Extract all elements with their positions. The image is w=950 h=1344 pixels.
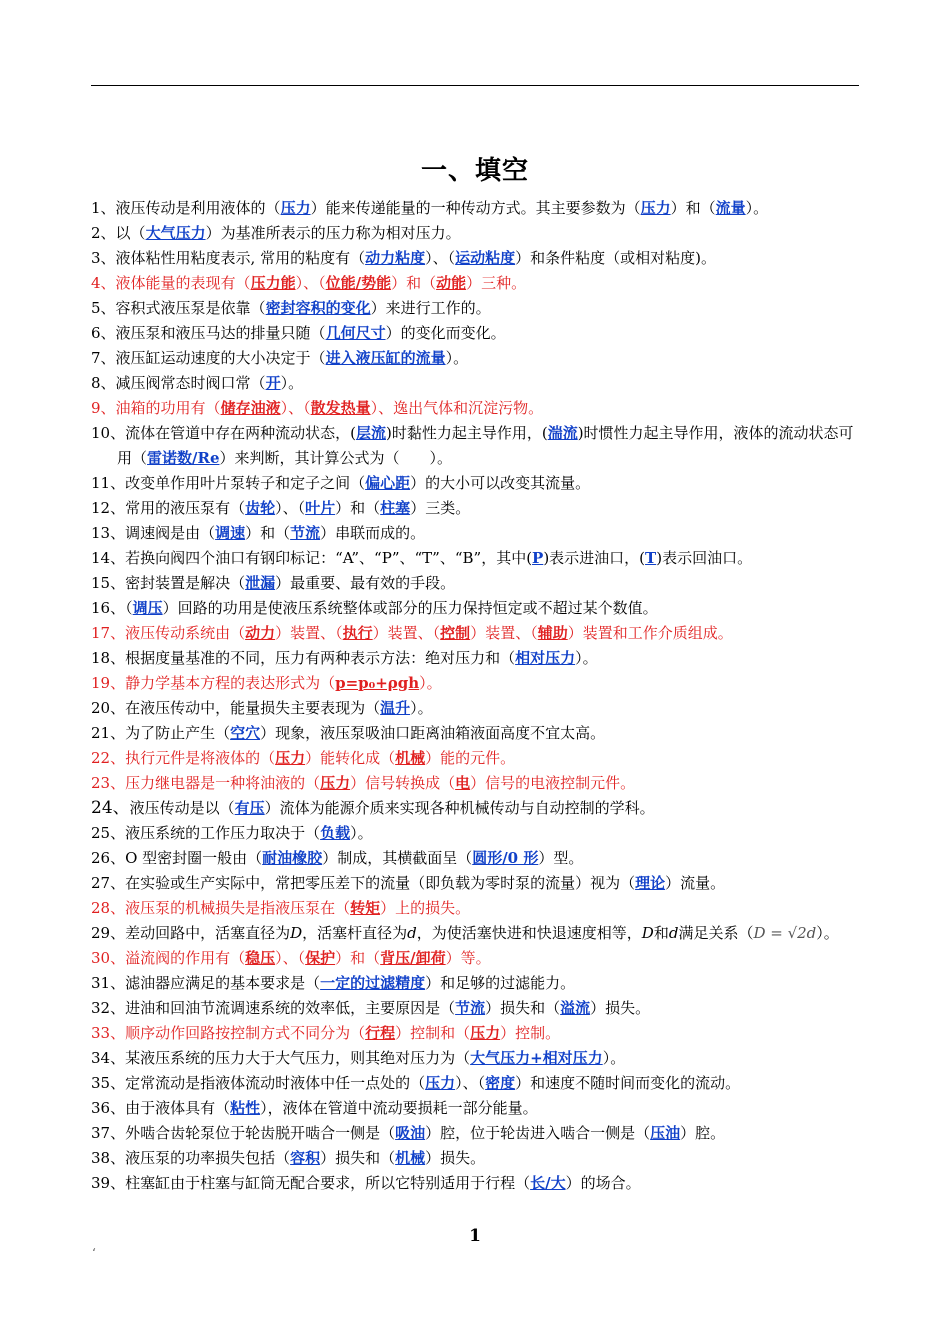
question-text: ）制成，其横截面呈（ [322, 849, 473, 867]
question-number: 26、 [91, 849, 126, 867]
question-number: 33、 [91, 1024, 126, 1042]
question-text: 液压泵的功率损失包括（ [125, 1149, 291, 1167]
question-number: 12、 [91, 499, 126, 517]
question-item [91, 296, 863, 321]
answer-text: 保护 [305, 949, 336, 967]
question-item [91, 646, 863, 671]
answer-text: p=p₀+ρgh [335, 674, 420, 692]
question-list [91, 196, 863, 1196]
question-text: ）和足够的过滤能力。 [425, 974, 576, 992]
question-number: 21、 [91, 724, 126, 742]
answer-text: 有压 [234, 799, 265, 817]
question-text: ）串联而成的。 [320, 524, 426, 542]
question-item [91, 921, 863, 946]
question-text: ）信号转换成（ [350, 774, 456, 792]
question-text: ）来进行工作的。 [370, 299, 491, 317]
question-text: 静力学基本方程的表达形式为（ [125, 674, 336, 692]
question-text: ）流体为能源介质来实现各种机械传动与自动控制的学科。 [264, 799, 655, 817]
question-number: 1、 [91, 199, 116, 217]
answer-text: 溢流 [560, 999, 591, 1017]
question-item [91, 696, 863, 721]
question-text: ）。 [745, 199, 769, 217]
answer-text: 容积 [290, 1149, 321, 1167]
question-text: ）能转化成（ [305, 749, 396, 767]
question-text: ）最重要、最有效的手段。 [275, 574, 456, 592]
question-text: 定常流动是指液体流动时液体中任一点处的（ [125, 1074, 426, 1092]
answer-text: 耐油橡胶 [262, 849, 323, 867]
question-number: 5、 [91, 299, 116, 317]
section-title: 一、填空 [420, 156, 529, 186]
question-text: ）的变化而变化。 [385, 324, 506, 342]
question-text: ）损失。 [425, 1149, 486, 1167]
question-item [91, 596, 863, 621]
question-text: 液体能量的表现有（ [115, 274, 251, 292]
question-text: 液压泵和液压马达的排量只随（ [115, 324, 326, 342]
question-text: 差动回路中，活塞直径为 [125, 924, 291, 942]
question-text: ）和（ [335, 949, 381, 967]
question-text: 以（ [115, 224, 146, 242]
header-rule [91, 85, 859, 86]
answer-text: 机械 [395, 749, 426, 767]
answer-text: 压力 [470, 1024, 501, 1042]
answer-text: 散发热量 [310, 399, 371, 417]
answer-text: 空穴 [230, 724, 261, 742]
question-text: ）和（ [245, 524, 291, 542]
question-number: 13、 [91, 524, 126, 542]
question-item [91, 246, 863, 271]
answer-text: 行程 [365, 1024, 396, 1042]
question-text: ）等。 [445, 949, 491, 967]
answer-text: 压力 [640, 199, 671, 217]
question-item [91, 1046, 863, 1071]
question-number: 29、 [91, 924, 126, 942]
question-item [91, 371, 863, 396]
question-number: 4、 [91, 274, 116, 292]
question-text: ）、（ [275, 499, 306, 517]
question-text: 为了防止产生（ [125, 724, 231, 742]
question-text: 在液压传动中，能量损失主要表现为（ [125, 699, 381, 717]
answer-text: 运动粘度 [455, 249, 516, 267]
question-number: 25、 [91, 824, 126, 842]
question-text: ，为使活塞快进和快退速度相等， [416, 924, 642, 942]
answer-text: 调速 [215, 524, 246, 542]
question-text: 液压传动是以（ [129, 799, 235, 817]
question-item [91, 221, 863, 246]
answer-text: 大气压力+相对压力 [470, 1049, 603, 1067]
question-text: )时黏性力起主导作用，( [385, 424, 548, 442]
question-item [91, 196, 863, 221]
answer-text: 泄漏 [245, 574, 276, 592]
question-text: 某液压系统的压力大于大气压力，则其绝对压力为（ [125, 1049, 471, 1067]
question-item [91, 271, 863, 296]
answer-text: 流量 [715, 199, 746, 217]
question-text: 溢流阀的作用有（ [125, 949, 246, 967]
question-text: ）损失和（ [485, 999, 561, 1017]
question-text: ）流量。 [665, 874, 726, 892]
question-text: ）控制和（ [395, 1024, 471, 1042]
answer-text: 叶片 [305, 499, 336, 517]
question-item [91, 346, 863, 371]
question-item [91, 496, 863, 521]
answer-text: 稳压 [245, 949, 276, 967]
answer-text: 相对压力 [515, 649, 576, 667]
question-number: 23、 [91, 774, 126, 792]
question-text: ）装置和工作介质组成。 [567, 624, 733, 642]
answer-text: 机械 [395, 1149, 426, 1167]
answer-text: 层流 [355, 424, 386, 442]
question-item [91, 321, 863, 346]
answer-text: 大气压力 [145, 224, 206, 242]
question-text: ）损失。 [590, 999, 651, 1017]
question-text: ）型。 [538, 849, 584, 867]
question-number: 19、 [91, 674, 126, 692]
answer-text: 动能 [436, 274, 467, 292]
question-text: 外啮合齿轮泵位于轮齿脱开啮合一侧是（ [125, 1124, 396, 1142]
question-number: 22、 [91, 749, 126, 767]
answer-text: 电 [455, 774, 471, 792]
math-symbol: D [641, 924, 654, 942]
question-item [91, 1121, 863, 1146]
question-text: 常用的液压泵有（ [125, 499, 246, 517]
question-text: ）和条件粘度（或相对粘度)。 [515, 249, 716, 267]
question-text: ），液体在管道中流动要损耗一部分能量。 [260, 1099, 538, 1117]
answer-text: P [532, 549, 544, 567]
question-text: ）。 [816, 924, 839, 942]
question-text: )表示回油口。 [656, 549, 753, 567]
question-number: 24、 [91, 798, 130, 818]
question-text: ）能的元件。 [425, 749, 516, 767]
question-text: 减压阀常态时阀口常（ [115, 374, 266, 392]
question-text: ）上的损失。 [380, 899, 471, 917]
question-number: 8、 [91, 374, 116, 392]
question-item [91, 1096, 863, 1121]
formula: D = √2d [753, 924, 817, 942]
question-number: 38、 [91, 1149, 126, 1167]
question-number: 14、 [91, 549, 126, 567]
question-text: ）。 [280, 374, 304, 392]
footer-mark: ‘ [92, 1246, 96, 1260]
answer-text: 压力 [425, 1074, 456, 1092]
question-number: 28、 [91, 899, 126, 917]
answer-text: 控制 [440, 624, 471, 642]
answer-text: 粘性 [230, 1099, 261, 1117]
answer-text: 雷诺数/Re [147, 449, 220, 467]
question-number: 11、 [91, 474, 126, 492]
question-item [91, 821, 863, 846]
page-number: 1 [469, 1226, 481, 1246]
question-text: 若换向阀四个油口有钢印标记：“A”、“P”、“T”、“B”，其中( [125, 549, 533, 567]
question-text: ）和速度不随时间而变化的流动。 [515, 1074, 741, 1092]
question-text: （ [125, 599, 133, 617]
question-text: ）损失和（ [320, 1149, 396, 1167]
question-text: 液压缸运动速度的大小决定于（ [115, 349, 326, 367]
answer-text: 背压/卸荷 [380, 949, 446, 967]
question-text: 液压泵的机械损失是指液压泵在（ [125, 899, 351, 917]
question-number: 9、 [91, 399, 116, 417]
question-text: 液压系统的工作压力取决于（ [125, 824, 321, 842]
question-text: ，活塞杆直径为 [302, 924, 408, 942]
answer-text: 长/大 [530, 1174, 566, 1192]
question-number: 10、 [91, 424, 126, 442]
answer-text: T [645, 549, 657, 567]
question-item [91, 671, 863, 696]
answer-text: 圆形/0 形 [472, 849, 539, 867]
question-item [91, 571, 863, 596]
question-text: 调速阀是由（ [125, 524, 216, 542]
question-text: 柱塞缸由于柱塞与缸筒无配合要求，所以它特别适用于行程（ [125, 1174, 531, 1192]
question-text: ）回路的功用是使液压系统整体或部分的压力保持恒定或不超过某个数值。 [162, 599, 658, 617]
question-item [91, 721, 863, 746]
answer-text: 一定的过滤精度 [320, 974, 426, 992]
question-text: 密封装置是解决（ [125, 574, 246, 592]
question-item [91, 746, 863, 771]
question-text: ）、逸出气体和沉淀污物。 [370, 399, 544, 417]
question-item [91, 1171, 863, 1196]
question-text: ）能来传递能量的一种传动方式。其主要参数为（ [310, 199, 641, 217]
answer-text: 压力能 [250, 274, 296, 292]
question-item [91, 471, 863, 496]
question-text: ）三类。 [410, 499, 471, 517]
question-text: ）来判断，其计算公式为（ ）。 [219, 449, 453, 467]
question-text: )表示进油口，( [543, 549, 646, 567]
question-number: 37、 [91, 1124, 126, 1142]
question-text: 压力继电器是一种将油液的（ [125, 774, 321, 792]
question-text: ）。 [419, 674, 442, 692]
question-text: ）。 [602, 1049, 626, 1067]
question-text: ）装置、（ [470, 624, 538, 642]
question-number: 6、 [91, 324, 116, 342]
question-text: ）的大小可以改变其流量。 [410, 474, 591, 492]
question-number: 7、 [91, 349, 116, 367]
question-text: 容积式液压泵是依靠（ [115, 299, 266, 317]
answer-text: 动力粘度 [365, 249, 426, 267]
question-text: 在实验或生产实际中，常把零压差下的流量（即负载为零时泵的流量）视为（ [125, 874, 636, 892]
answer-text: 几何尺寸 [325, 324, 386, 342]
answer-text: 进入液压缸的流量 [325, 349, 446, 367]
question-item [91, 846, 863, 871]
question-text: ）现象，液压泵吸油口距离油箱液面高度不宜太高。 [260, 724, 606, 742]
math-symbol: d [668, 924, 679, 942]
answer-text: 压力 [280, 199, 311, 217]
question-text: 顺序动作回路按控制方式不同分为（ [125, 1024, 366, 1042]
answer-text: 执行 [342, 624, 373, 642]
question-text: 流体在管道中存在两种流动状态，( [125, 424, 356, 442]
question-item [91, 1071, 863, 1096]
question-item [91, 946, 863, 971]
question-item [91, 546, 863, 571]
answer-text: 节流 [290, 524, 321, 542]
answer-text: 密封容积的变化 [265, 299, 371, 317]
answer-text: 压力 [320, 774, 351, 792]
question-text: ）、（ [295, 274, 326, 292]
question-item [91, 521, 863, 546]
question-item [91, 1021, 863, 1046]
math-symbol: D [290, 924, 303, 942]
question-text: 液体粘性用粘度表示, 常用的粘度有（ [115, 249, 366, 267]
answer-text: 压力 [275, 749, 306, 767]
answer-text: 密度 [485, 1074, 516, 1092]
question-item [91, 1146, 863, 1171]
math-symbol: d [407, 924, 417, 942]
question-number: 34、 [91, 1049, 126, 1067]
question-number: 3、 [91, 249, 116, 267]
question-text: 液压传动系统由（ [125, 624, 246, 642]
question-text: 执行元件是将液体的（ [125, 749, 276, 767]
question-number: 32、 [91, 999, 126, 1017]
question-text: )时惯性力起主导作用，液体的流动状态可用（ [117, 424, 854, 467]
question-number: 16、 [91, 599, 126, 617]
answer-text: 位能/势能 [325, 274, 392, 292]
question-item [91, 421, 863, 471]
question-item [91, 971, 863, 996]
question-text: ）、（ [275, 949, 306, 967]
answer-text: 压油 [650, 1124, 681, 1142]
question-text: ）。 [575, 649, 598, 667]
question-text: ）腔，位于轮齿进入啮合一侧是（ [425, 1124, 651, 1142]
answer-text: 温升 [380, 699, 411, 717]
question-item [91, 396, 863, 421]
question-text: ）腔。 [680, 1124, 726, 1142]
answer-text: 动力 [245, 624, 276, 642]
question-text: ）。 [350, 824, 373, 842]
answer-text: 负载 [320, 824, 351, 842]
question-text: 由于液体具有（ [125, 1099, 231, 1117]
question-text: 改变单作用叶片泵转子和定子之间（ [125, 474, 366, 492]
question-text: 滤油器应满足的基本要求是（ [125, 974, 321, 992]
question-text: ）和（ [391, 274, 437, 292]
answer-text: 节流 [455, 999, 486, 1017]
answer-text: 柱塞 [380, 499, 411, 517]
question-text: O 型密封圈一般由（ [125, 849, 263, 867]
question-text: 根据度量基准的不同，压力有两种表示方法：绝对压力和（ [125, 649, 516, 667]
question-text: 进油和回油节流调速系统的效率低，主要原因是（ [125, 999, 456, 1017]
question-text: ）信号的电液控制元件。 [470, 774, 636, 792]
question-text: ）和（ [670, 199, 716, 217]
question-text: ）。 [410, 699, 433, 717]
answer-text: 吸油 [395, 1124, 426, 1142]
question-text: ）装置、（ [372, 624, 441, 642]
question-number: 18、 [91, 649, 126, 667]
question-text: ）、（ [455, 1074, 486, 1092]
question-text: 和 [653, 924, 669, 942]
question-number: 2、 [91, 224, 116, 242]
question-text: 液压传动是利用液体的（ [115, 199, 281, 217]
answer-text: 理论 [635, 874, 666, 892]
question-text: ）装置、（ [275, 624, 343, 642]
answer-text: 齿轮 [245, 499, 276, 517]
answer-text: 开 [265, 374, 281, 392]
question-text: ）为基准所表示的压力称为相对压力。 [205, 224, 461, 242]
question-text: ）。 [445, 349, 469, 367]
question-number: 15、 [91, 574, 126, 592]
answer-text: 储存油液 [220, 399, 281, 417]
question-number: 35、 [91, 1074, 126, 1092]
question-item [91, 621, 863, 646]
answer-text: 湍流 [547, 424, 578, 442]
answer-text: 辅助 [537, 624, 568, 642]
question-text: ）、（ [280, 399, 311, 417]
question-item [91, 796, 863, 821]
question-item [91, 771, 863, 796]
question-text: ）和（ [335, 499, 381, 517]
question-item [91, 871, 863, 896]
answer-text: 偏心距 [365, 474, 411, 492]
question-item [91, 896, 863, 921]
question-number: 39、 [91, 1174, 126, 1192]
question-number: 36、 [91, 1099, 126, 1117]
question-text: ）、（ [425, 249, 456, 267]
question-number: 17、 [91, 624, 126, 642]
question-number: 30、 [91, 949, 126, 967]
question-item [91, 996, 863, 1021]
answer-text: 转矩 [350, 899, 381, 917]
question-text: ）三种。 [466, 274, 527, 292]
question-text: 满足关系（ [678, 924, 754, 942]
question-text: ）的场合。 [565, 1174, 641, 1192]
answer-text: 调压 [132, 599, 163, 617]
question-number: 20、 [91, 699, 126, 717]
question-text: 油箱的功用有（ [115, 399, 221, 417]
question-number: 27、 [91, 874, 126, 892]
question-text: ）控制。 [500, 1024, 561, 1042]
question-number: 31、 [91, 974, 126, 992]
